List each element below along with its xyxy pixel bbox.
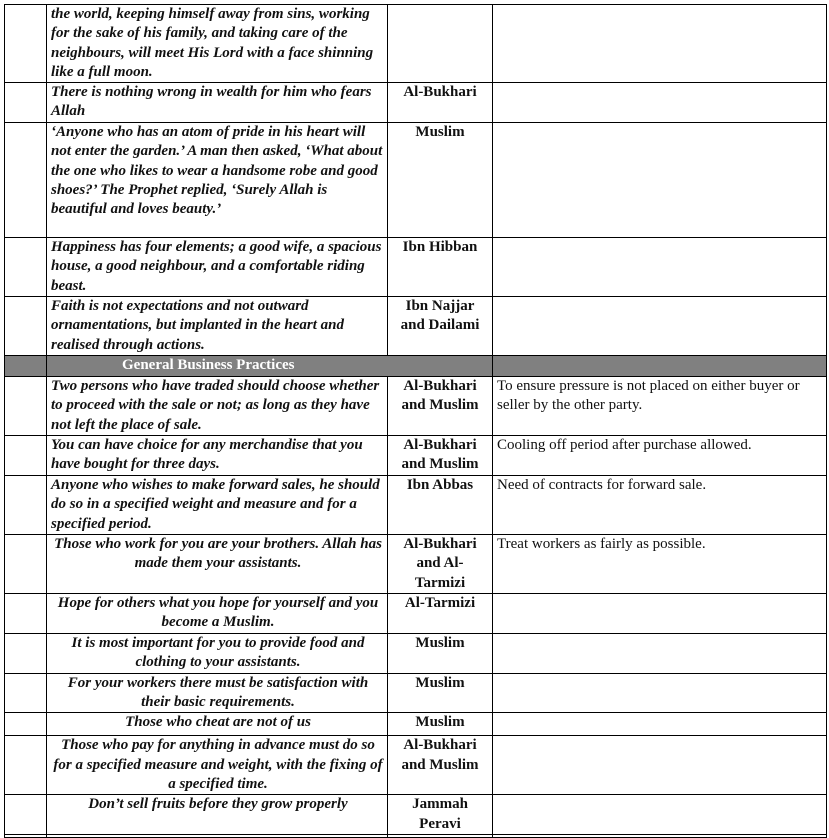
hadith-cell: Faith is not expectations and not outward ornamentations, but implanted in the heart and realised through actions. [47, 297, 388, 356]
index-cell [5, 123, 47, 238]
hadith-cell: Those who cheat are not of us [47, 713, 388, 736]
source-cell: Al-Bukhari and Muslim [388, 377, 493, 436]
index-cell [5, 634, 47, 674]
comment-cell: Cooling off period after purchase allowed. [493, 436, 827, 476]
index-cell [5, 83, 47, 123]
table-row [5, 238, 827, 297]
comment-cell [493, 123, 827, 238]
table-row [5, 673, 827, 713]
index-cell [5, 238, 47, 297]
comment-cell [493, 83, 827, 123]
source-cell: Muslim [388, 713, 493, 736]
hadith-cell: You can have choice for any merchandise that you have bought for three days. [47, 436, 388, 476]
hadith-cell: ‘Anyone who has an atom of pride in his heart will not enter the garden.’ A man then asked, ‘What about the one who likes to wear a handsome robe and good shoes?’ The Prophet replied, ‘Surely Allah is beautiful and loves beauty.’ [47, 123, 388, 238]
section-header-row [5, 356, 827, 377]
source-cell: Muslim [388, 123, 493, 238]
table-row [5, 83, 827, 123]
source-cell: Al-Bukhari and Muslim [388, 736, 493, 795]
source-cell: Al-Bukhari and Al-Tarmizi [388, 535, 493, 594]
hadith-cell: There is nothing wrong in wealth for him who fears Allah [47, 83, 388, 123]
comment-cell [493, 795, 827, 835]
hadith-cell: For your workers there must be satisfaction with their basic requirements. [47, 673, 388, 713]
hadith-cell: Hope for others what you hope for yourself and you become a Muslim. [47, 594, 388, 634]
source-cell: Al-Bukhari and Muslim [388, 436, 493, 476]
index-cell [5, 436, 47, 476]
comment-cell: To ensure pressure is not placed on either buyer or seller by the other party. [493, 377, 827, 436]
table-row [5, 795, 827, 835]
table-row [5, 123, 827, 238]
comment-cell [493, 634, 827, 674]
hadith-cell: Two persons who have traded should choose whether to proceed with the sale or not; as long as they have not left the place of sale. [47, 377, 388, 436]
hadith-table [4, 4, 827, 838]
comment-cell [493, 736, 827, 795]
comment-cell: Need of contracts for forward sale. [493, 476, 827, 535]
source-cell: Muslim [388, 634, 493, 674]
table-row [5, 594, 827, 634]
trailing-cell [388, 835, 493, 838]
comment-cell [493, 5, 827, 83]
section-title: General Business Practices [47, 356, 493, 377]
source-cell [388, 5, 493, 83]
table-row [5, 634, 827, 674]
index-cell [5, 476, 47, 535]
table-row [5, 5, 827, 83]
hadith-cell: Those who work for you are your brothers. Allah has made them your assistants. [47, 535, 388, 594]
index-cell [5, 5, 47, 83]
index-cell [5, 594, 47, 634]
index-cell [5, 795, 47, 835]
source-cell: Muslim [388, 673, 493, 713]
trailing-cell [493, 835, 827, 838]
source-cell: Ibn Hibban [388, 238, 493, 297]
index-cell [5, 736, 47, 795]
source-cell: Ibn Najjar and Dailami [388, 297, 493, 356]
table-row [5, 713, 827, 736]
hadith-cell: Anyone who wishes to make forward sales, he should do so in a specified weight and measure and for a specified period. [47, 476, 388, 535]
table-row [5, 736, 827, 795]
comment-cell [493, 673, 827, 713]
source-cell: Al-Bukhari [388, 83, 493, 123]
source-cell: Ibn Abbas [388, 476, 493, 535]
comment-cell [493, 297, 827, 356]
trailing-cell [47, 835, 388, 838]
table-row [5, 377, 827, 436]
trailing-row [5, 835, 827, 838]
comment-cell [493, 238, 827, 297]
hadith-cell: Those who pay for anything in advance must do so for a specified measure and weight, with the fixing of a specified time. [47, 736, 388, 795]
hadith-cell: It is most important for you to provide food and clothing to your assistants. [47, 634, 388, 674]
comment-cell: Treat workers as fairly as possible. [493, 535, 827, 594]
table-body [5, 5, 827, 838]
index-cell [5, 713, 47, 736]
comment-cell [493, 594, 827, 634]
comment-cell [493, 713, 827, 736]
index-cell [5, 377, 47, 436]
hadith-cell: Don’t sell fruits before they grow properly [47, 795, 388, 835]
table-row [5, 476, 827, 535]
index-cell [5, 535, 47, 594]
index-cell [5, 673, 47, 713]
trailing-cell [5, 835, 47, 838]
section-comment-cell [493, 356, 827, 377]
hadith-cell: Happiness has four elements; a good wife, a spacious house, a good neighbour, and a comfortable riding beast. [47, 238, 388, 297]
section-index-cell [5, 356, 47, 377]
table-row [5, 436, 827, 476]
table-row [5, 535, 827, 594]
hadith-cell: the world, keeping himself away from sins, working for the sake of his family, and taking care of the neighbours, will meet His Lord with a face shinning like a full moon. [47, 5, 388, 83]
source-cell: Al-Tarmizi [388, 594, 493, 634]
table-row [5, 297, 827, 356]
source-cell: Jammah Peravi [388, 795, 493, 835]
index-cell [5, 297, 47, 356]
